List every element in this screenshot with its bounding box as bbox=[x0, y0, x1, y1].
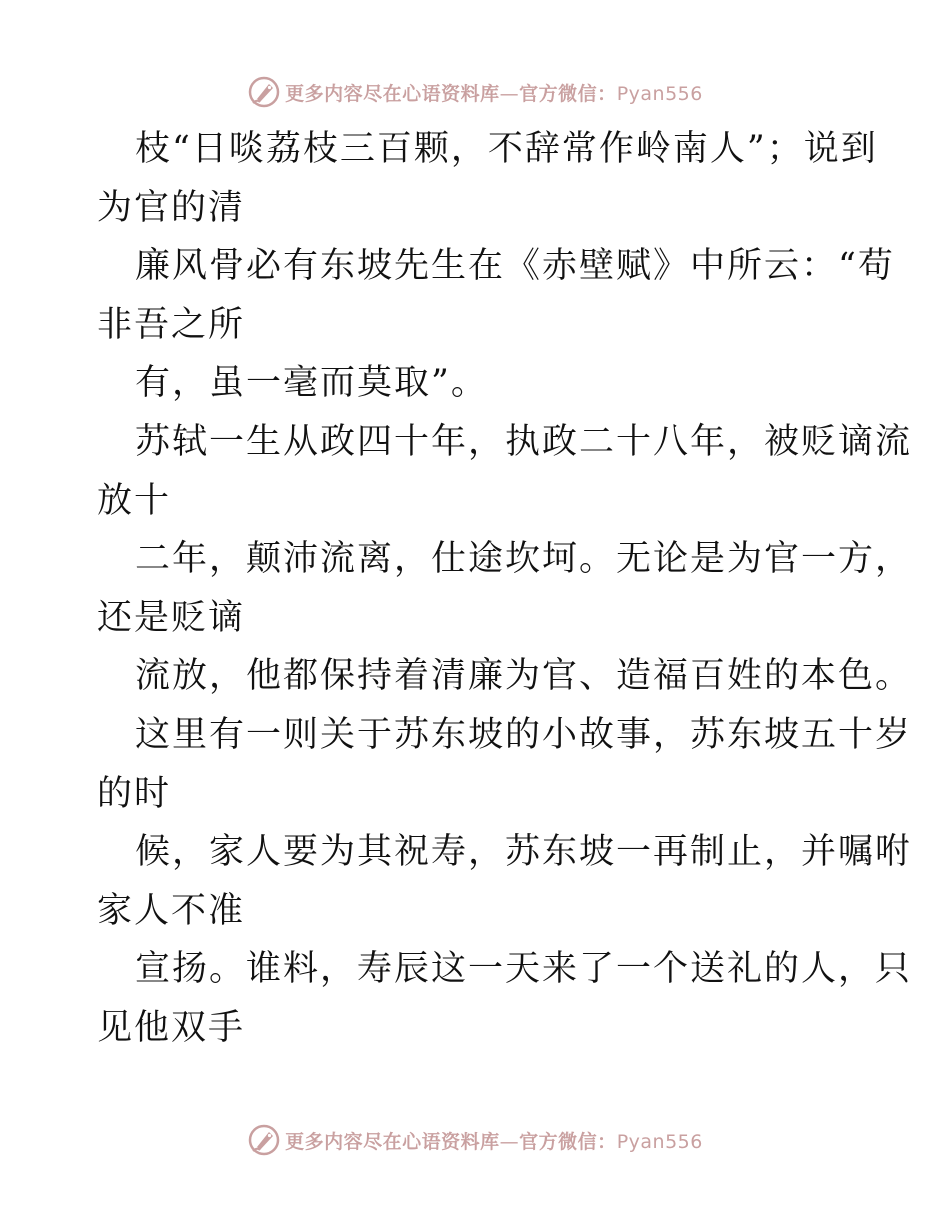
text-line: 家人不准 bbox=[97, 890, 246, 931]
watermark-main: 更多内容尽在心语资料库 bbox=[285, 1130, 500, 1153]
text-line: 二年，颠沛流离，仕途坎坷。无论是为官一方， bbox=[135, 539, 913, 580]
text-line: 放十 bbox=[97, 480, 172, 521]
watermark-wechat-label: 官方微信： bbox=[519, 82, 617, 105]
text-line: 流放，他都保持着清廉为官、造福百姓的本色。 bbox=[135, 656, 913, 697]
text-line: 苏轼一生从政四十年，执政二十八年，被贬谪流 bbox=[135, 421, 913, 462]
watermark-dash: — bbox=[499, 1130, 520, 1153]
watermark-wechat-id: Pyan556 bbox=[616, 1130, 703, 1153]
text-line: 有，虽一毫而莫取”。 bbox=[135, 363, 488, 404]
header-watermark bbox=[0, 72, 950, 112]
text-line: 枝“日啖荔枝三百颗，不辞常作岭南人”；说到 bbox=[135, 129, 878, 169]
watermark-main: 更多内容尽在心语资料库 bbox=[285, 82, 500, 105]
watermark-dash: — bbox=[499, 82, 520, 105]
text-line: 宣扬。谁料，寿辰这一天来了一个送礼的人，只 bbox=[135, 949, 913, 990]
text-line: 为官的清 bbox=[97, 187, 246, 228]
document-body bbox=[97, 120, 913, 1058]
text-line: 非吾之所 bbox=[97, 304, 246, 345]
watermark-wechat-id: Pyan556 bbox=[616, 82, 703, 105]
text-line: 候，家人要为其祝寿，苏东坡一再制止，并嘱咐 bbox=[135, 832, 913, 873]
pen-nib-logo-icon bbox=[247, 75, 281, 109]
pen-nib-logo-icon bbox=[247, 1123, 281, 1157]
text-line: 廉风骨必有东坡先生在《赤壁赋》中所云：“苟 bbox=[135, 246, 895, 287]
text-line: 见他双手 bbox=[97, 1007, 246, 1048]
watermark-wechat-label: 官方微信： bbox=[519, 1130, 617, 1153]
footer-watermark bbox=[0, 1120, 950, 1160]
text-line: 的时 bbox=[97, 773, 172, 814]
text-line: 还是贬谪 bbox=[97, 597, 246, 638]
watermark-text bbox=[285, 79, 703, 106]
text-line: 这里有一则关于苏东坡的小故事，苏东坡五十岁 bbox=[135, 714, 913, 755]
watermark-text bbox=[285, 1127, 703, 1154]
